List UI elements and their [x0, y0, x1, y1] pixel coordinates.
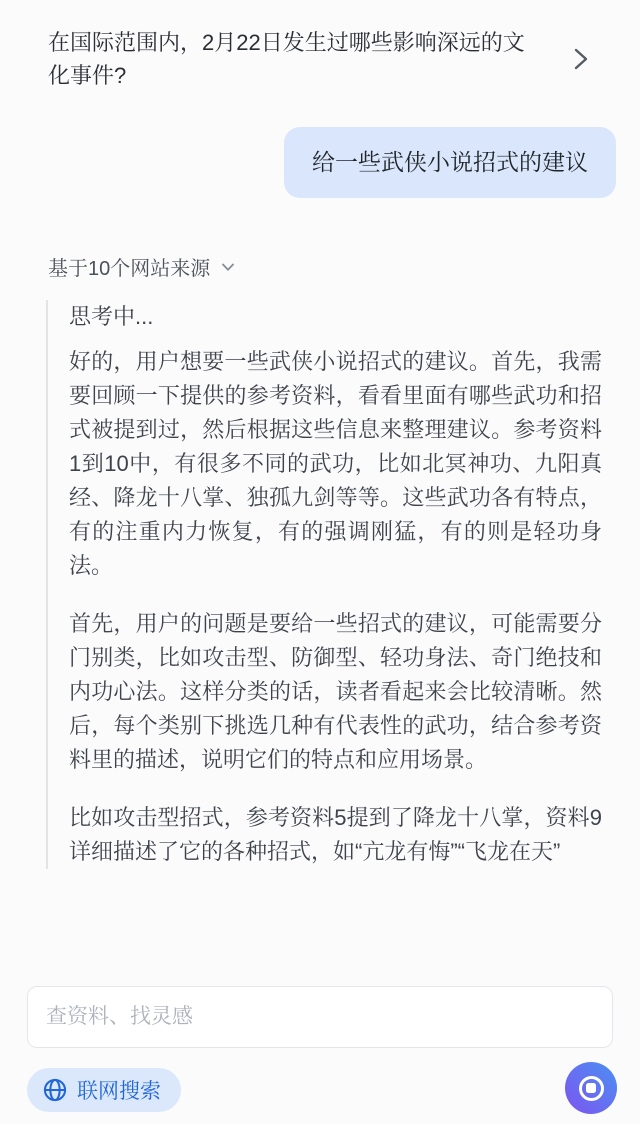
stop-icon: [579, 1076, 604, 1101]
message-input[interactable]: [27, 986, 613, 1048]
sources-toggle[interactable]: [48, 252, 237, 281]
thinking-paragraph: 比如攻击型招式，参考资料5提到了降龙十八掌，资料9详细描述了它的各种招式，如“亢龙有悔”“飞龙在天”: [69, 805, 602, 864]
chevron-down-icon: [219, 258, 237, 276]
user-message-bubble: 给一些武侠小说招式的建议: [284, 127, 616, 198]
web-search-button[interactable]: [27, 1068, 181, 1112]
thinking-paragraph: 首先，用户的问题是要给一些招式的建议，可能需要分门别类，比如攻击型、防御型、轻功身法、奇门绝技和内功心法。这样分类的话，读者看起来会比较清晰。然后，每个类别下挑选几种有代表性的武功，结合参考资料里的描述，说明它们的特点和应用场景。: [69, 611, 602, 772]
thinking-status: 思考中...: [69, 304, 154, 329]
previous-question-row[interactable]: [48, 26, 604, 92]
thinking-paragraph: 好的，用户想要一些武侠小说招式的建议。首先，我需要回顾一下提供的参考资料，看看里面有哪些武功和招式被提到过，然后根据这些信息来整理建议。参考资料1到10中，有很多不同的武功，比如北冥神功、九阳真经、降龙十八掌、独孤九剑等等。这些武功各有特点，有的注重内力恢复，有的强调刚猛，有的则是轻功身法。: [69, 349, 602, 578]
user-message-row: [284, 127, 616, 198]
globe-icon: [42, 1077, 68, 1103]
stop-generation-button[interactable]: [565, 1062, 617, 1114]
thinking-block: [46, 300, 602, 869]
web-search-label: 联网搜索: [77, 1080, 161, 1103]
chevron-right-icon[interactable]: [570, 46, 590, 72]
sources-label: 基于10个网站来源: [48, 258, 211, 280]
previous-question-text: 在国际范围内，2月22日发生过哪些影响深远的文化事件?: [48, 30, 525, 88]
